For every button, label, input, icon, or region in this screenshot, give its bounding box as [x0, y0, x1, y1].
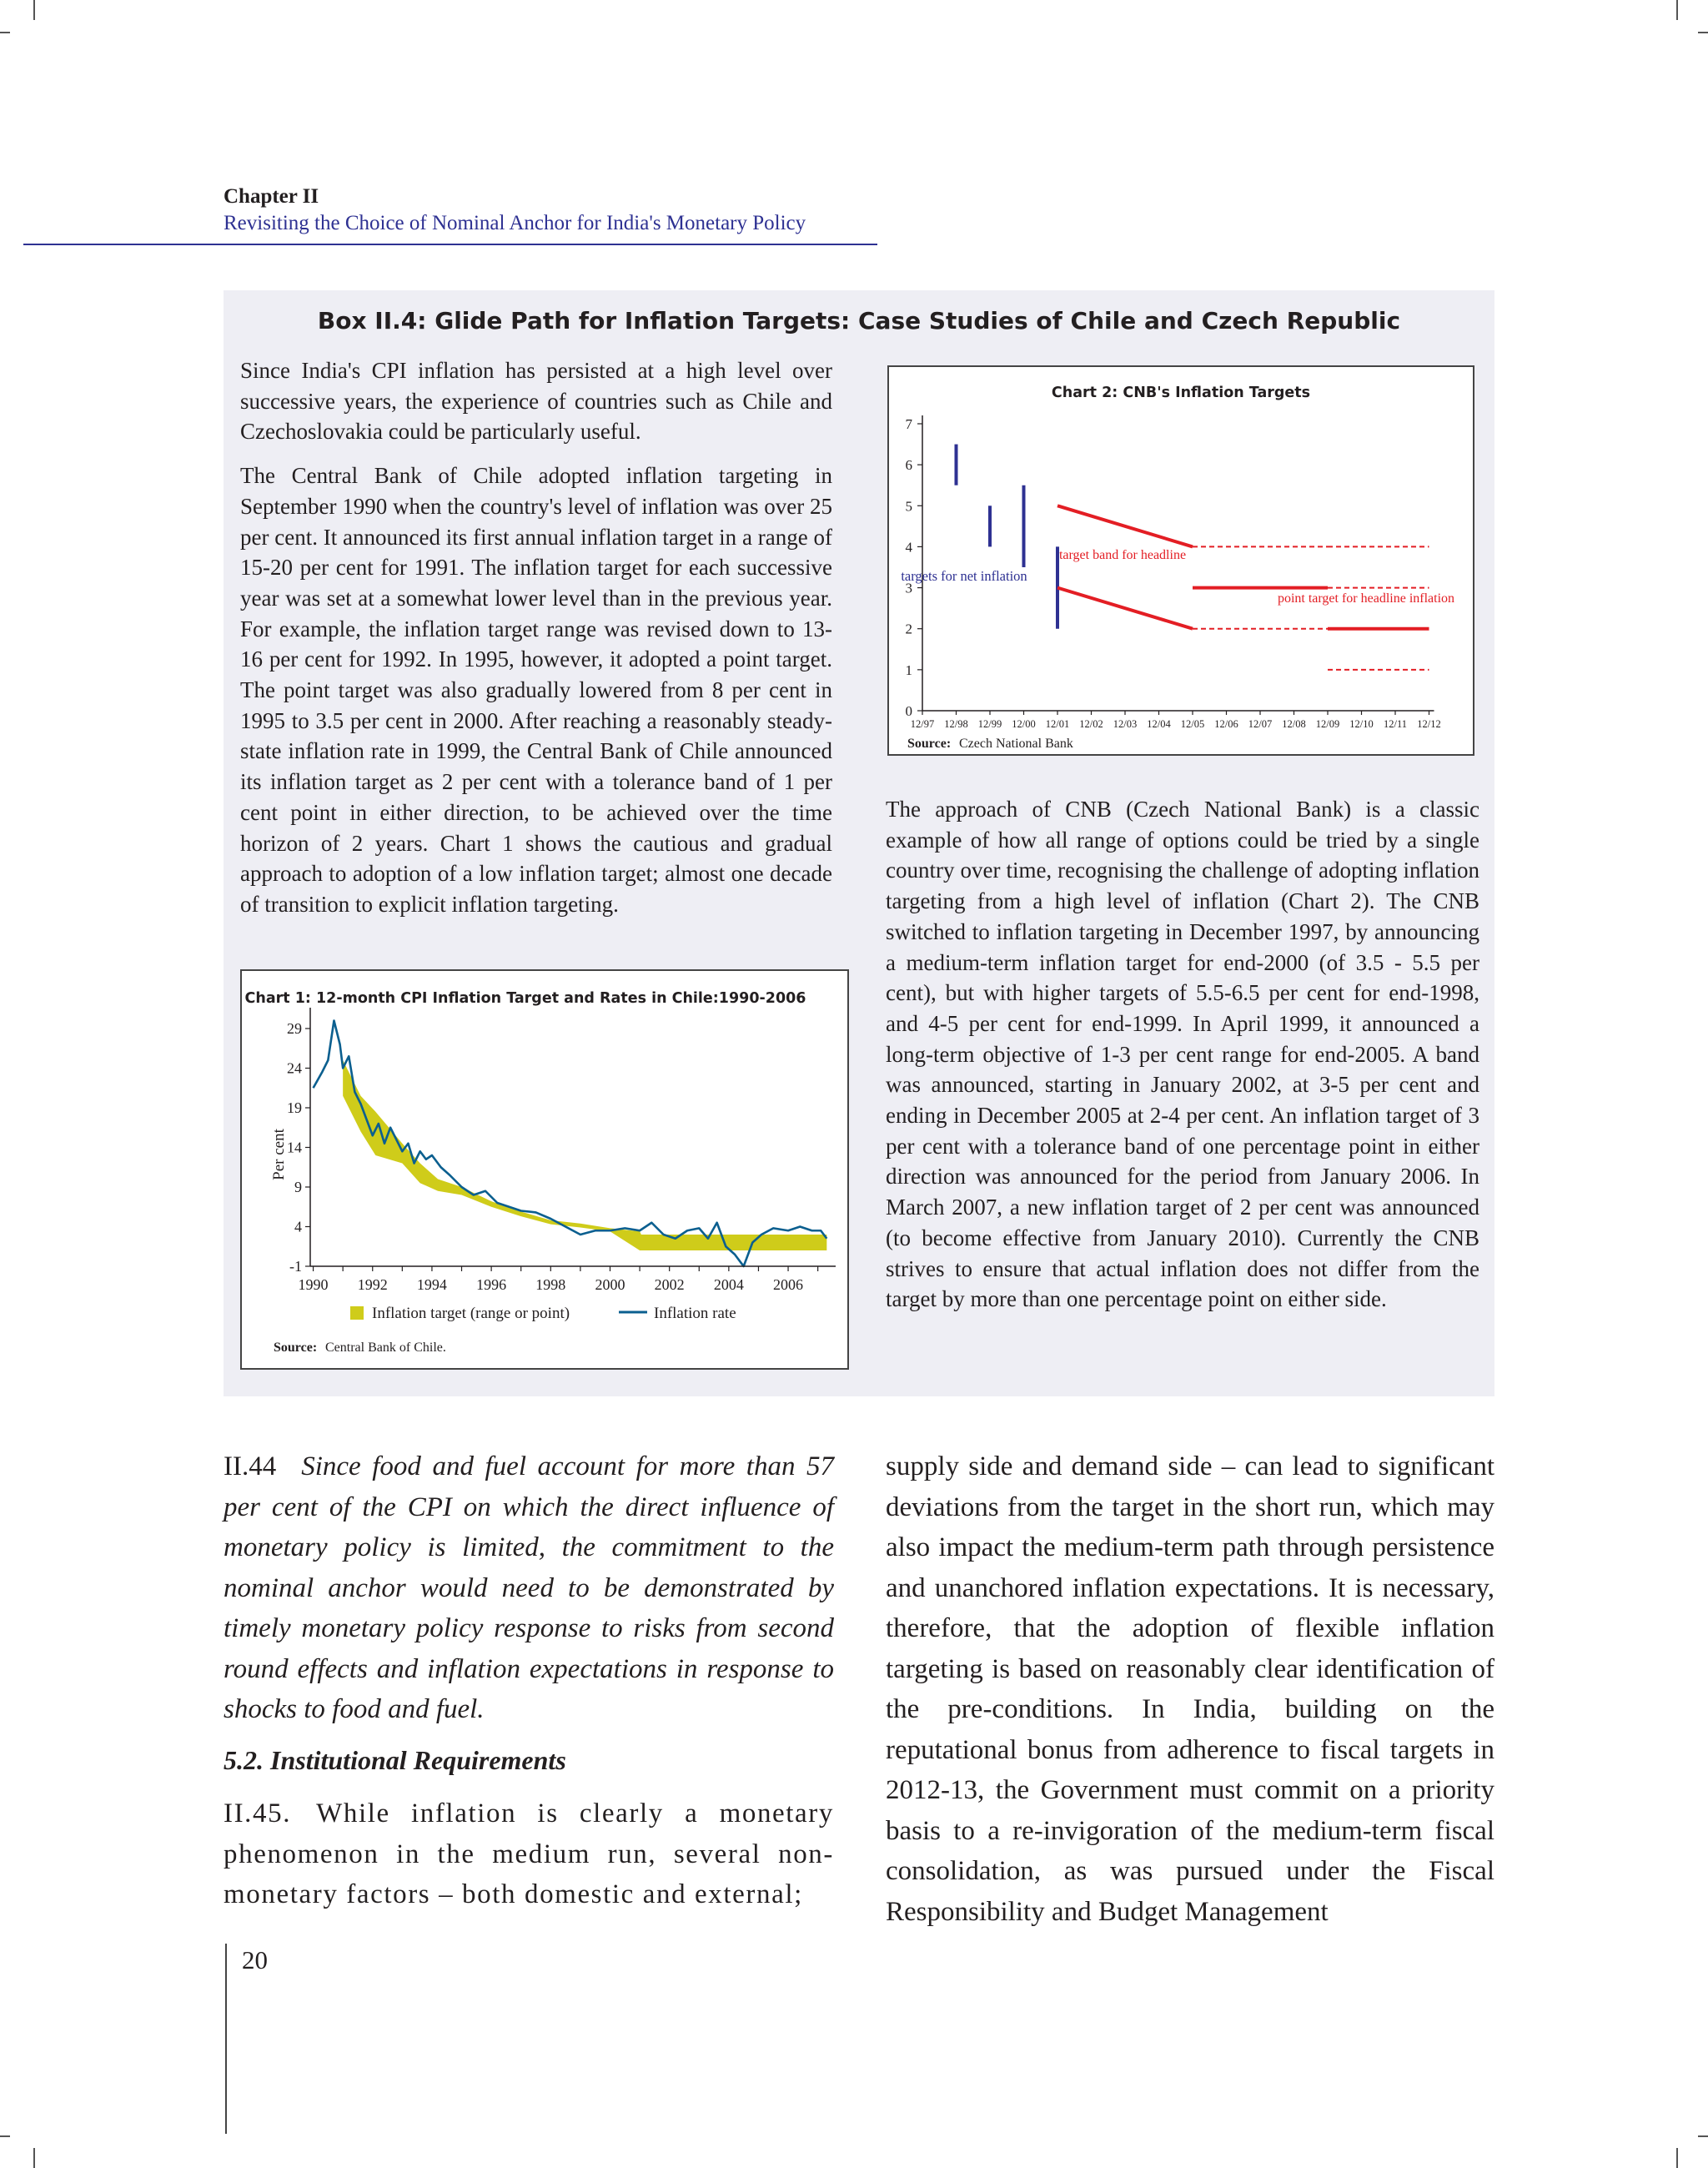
chart2-ytick-label: 5 — [905, 498, 912, 515]
chart2-xtick-label: 12/10 — [1349, 718, 1374, 730]
box-title: Box II.4: Glide Path for Inflation Targets: Case Studies of Chile and Czech Republic — [317, 307, 1401, 335]
paragraph-text: While inflation is clearly a monetary phenomenon in the medium run, several non-monetary factors – both domestic and external; — [224, 1798, 834, 1909]
page-number: 20 — [242, 1945, 268, 1974]
chart2-annotation-point: point target for headline inflation — [1277, 591, 1455, 606]
chart1-xtick-label: 2000 — [595, 1276, 625, 1293]
chart2-ytick-label: 1 — [905, 661, 912, 678]
chart1-xtick-label: 2006 — [773, 1276, 804, 1293]
crop-mark — [1676, 2148, 1678, 2168]
chart2-band-upper — [1057, 506, 1193, 546]
chart2-xtick-label: 12/99 — [977, 718, 1002, 730]
chart2-xtick-label: 12/11 — [1383, 718, 1408, 730]
box-right-column — [886, 794, 1479, 1328]
chart2-ytick-label: 7 — [905, 416, 912, 432]
chart1-xtick-label: 2004 — [713, 1276, 744, 1293]
page-number-rule — [225, 1944, 227, 2134]
box-paragraph: Since India's CPI inflation has persisted at a high level over successive years, the experience of countries such as Chile and Czechoslovakia could be particularly useful. — [240, 358, 832, 445]
chart2-annotation-net: targets for net inflation — [901, 568, 1027, 584]
paragraph-continuation: supply side and demand side – can lead to significant deviations from the target in the short run, which may also impact the medium-term path through persistence and unanchored inflation expectations. It is necessary, therefore, that the adoption of flexible inflation targeting is based on reasonably clear identification of the pre-conditions. In India, building on the reputational bonus from adherence to fiscal targets in 2012-13, the Government must commit on a priority basis to a re-invigoration of the medium-term fiscal consolidation, as was pursued under the Fiscal Responsibility and Budget Management — [886, 1451, 1494, 1927]
box-left-column — [240, 355, 832, 933]
chart2-title: Chart 2: CNB's Inflation Targets — [1051, 385, 1311, 401]
box-paragraph: The approach of CNB (Czech National Bank) is a classic example of how all range of options could be tried by a single country over time, recognising the challenge of adopting inflation targeting from a high level of inflation (Chart 2). The CNB switched to inflation targeting in December 1997, by announcing a medium-term inflation target for end-2000 (of 3.5 - 5.5 per cent), but with higher targets of 5.5-6.5 per cent for end-1998, and 4-5 per cent for end-1999. In April 1999, it announced a long-term objective of 1-3 per cent range for end-2005. A band was announced, starting in January 2002, at 3-5 per cent and ending in December 2005 at 2-4 per cent. An inflation target of 3 per cent with a tolerance band of one percentage point in either direction was announced for the period from January 2006. In March 2007, a new inflation target of 2 per cent was announced (to become effective from January 2010). Currently the CNB strives to ensure that actual inflation does not differ from the target by more than one percentage point on either side. — [886, 797, 1479, 1312]
chart2-xtick-label: 12/04 — [1147, 718, 1171, 730]
chart1-title: Chart 1: 12-month CPI Inflation Target and Rates in Chile:1990-2006 — [244, 990, 806, 1007]
chart1-xtick-label: 1996 — [476, 1276, 507, 1293]
chart2-svg — [889, 367, 1473, 754]
chart2-xtick-label: 12/05 — [1180, 718, 1205, 730]
chart1-legend-target-swatch — [350, 1306, 364, 1320]
chart2-xtick-label: 12/12 — [1417, 718, 1441, 730]
chart2-frame — [887, 365, 1474, 756]
chart2-xtick-label: 12/03 — [1113, 718, 1138, 730]
crop-mark — [0, 2135, 10, 2137]
chart2-xtick-label: 12/01 — [1045, 718, 1070, 730]
crop-mark — [33, 2148, 35, 2168]
chart1-target-band — [343, 1060, 826, 1250]
paragraph-number: II.44 — [224, 1451, 277, 1481]
paragraph-text: Since food and fuel account for more than 57 per cent of the CPI on which the direct influence of monetary policy is limited, the commitment to the nominal anchor would need to be demonstrated by timely monetary policy response to risks from second round effects and inflation expectations in response to shocks to food and fuel. — [224, 1451, 834, 1724]
chart1-xtick-label: 1998 — [535, 1276, 566, 1293]
chart2-xtick-label: 12/97 — [910, 718, 935, 730]
chart2-band-lower — [1057, 588, 1193, 629]
main-left-column — [224, 1446, 834, 1915]
chart1-target-band-layer — [343, 1060, 826, 1250]
section-heading: 5.2. Institutional Requirements — [224, 1744, 566, 1775]
chart2-xtick-label: 12/07 — [1248, 718, 1273, 730]
crop-mark — [1698, 32, 1708, 33]
chart1-frame — [240, 969, 849, 1370]
header-rule — [23, 244, 877, 245]
chart2-xtick-label: 12/98 — [944, 718, 968, 730]
chart2-lines-layer — [957, 445, 1429, 670]
chart1-xtick-label: 1994 — [416, 1276, 447, 1293]
chart2-xtick-label: 12/09 — [1315, 718, 1340, 730]
crop-mark — [1698, 2135, 1708, 2137]
chart2-source: Czech National Bank — [959, 737, 1073, 751]
chart1-source-label: Source: — [274, 1341, 318, 1355]
chart2-annotation-band: target band for headline — [1058, 548, 1187, 562]
chart1-xtick-label: 2002 — [654, 1276, 685, 1293]
chapter-label: Chapter II — [224, 185, 319, 208]
box-panel — [224, 290, 1494, 1396]
chart2-xtick-label: 12/06 — [1214, 718, 1238, 730]
chart1-source: Central Bank of Chile. — [325, 1341, 446, 1355]
chart1-svg — [242, 971, 847, 1368]
crop-mark — [33, 0, 35, 20]
chart2-ytick-label: 6 — [905, 457, 912, 474]
chart1-ytick-label: 9 — [294, 1179, 302, 1195]
paragraph-ii-45 — [224, 1793, 834, 1915]
main-right-column — [886, 1446, 1494, 1932]
chart1-ytick-label: -1 — [289, 1258, 302, 1275]
chart2-ytick-label: 3 — [905, 580, 912, 596]
chart2-ytick-label: 4 — [905, 539, 912, 556]
crop-mark — [0, 32, 10, 33]
chart2-xtick-label: 12/00 — [1012, 718, 1036, 730]
chart1-ytick-label: 19 — [287, 1099, 302, 1116]
chart1-xtick-label: 1992 — [357, 1276, 388, 1293]
chart2-xtick-label: 12/08 — [1282, 718, 1306, 730]
chart2-ytick-label: 0 — [905, 703, 912, 719]
chart2-source-label: Source: — [907, 737, 952, 751]
chart2-ytick-label: 2 — [905, 621, 912, 637]
chart1-ytick-label: 24 — [287, 1059, 302, 1077]
chapter-title: Revisiting the Choice of Nominal Anchor for India's Monetary Policy — [224, 212, 806, 234]
chart1-ylabel: Per cent — [270, 1129, 288, 1180]
chart1-legend-rate: Inflation rate — [654, 1305, 736, 1322]
chart1-ytick-label: 14 — [287, 1139, 302, 1156]
chart2-xtick-label: 12/02 — [1079, 718, 1103, 730]
crop-mark — [1676, 0, 1678, 20]
chart1-ytick-label: 4 — [294, 1218, 302, 1235]
chart1-xtick-label: 1990 — [298, 1276, 329, 1293]
box-paragraph: The Central Bank of Chile adopted inflation targeting in September 1990 when the country's level of inflation was over 25 per cent. It announced its first annual inflation target in a range of 15-20 per cent for 1991. The inflation target for each successive year was set at a somewhat lower level than in the previous year. For example, the inflation target range was revised down to 13-16 per cent for 1992. In 1995, however, it adopted a point target. The point target was also gradually lowered from 8 per cent in 1995 to 3.5 per cent in 2000. After reaching a reasonably steady-state inflation rate in 1999, the Central Bank of Chile announced its inflation target as 2 per cent with a tolerance band of 1 per cent point in either direction, to be achieved over the time horizon of 2 years. Chart 1 shows the cautious and gradual approach to adoption of a low inflation target; almost one decade of transition to explicit inflation targeting. — [240, 463, 832, 917]
chart1-ytick-label: 29 — [287, 1020, 302, 1037]
paragraph-ii-44 — [224, 1446, 834, 1730]
paragraph-number: II.45. — [224, 1798, 292, 1828]
chart1-legend-target: Inflation target (range or point) — [372, 1305, 570, 1322]
